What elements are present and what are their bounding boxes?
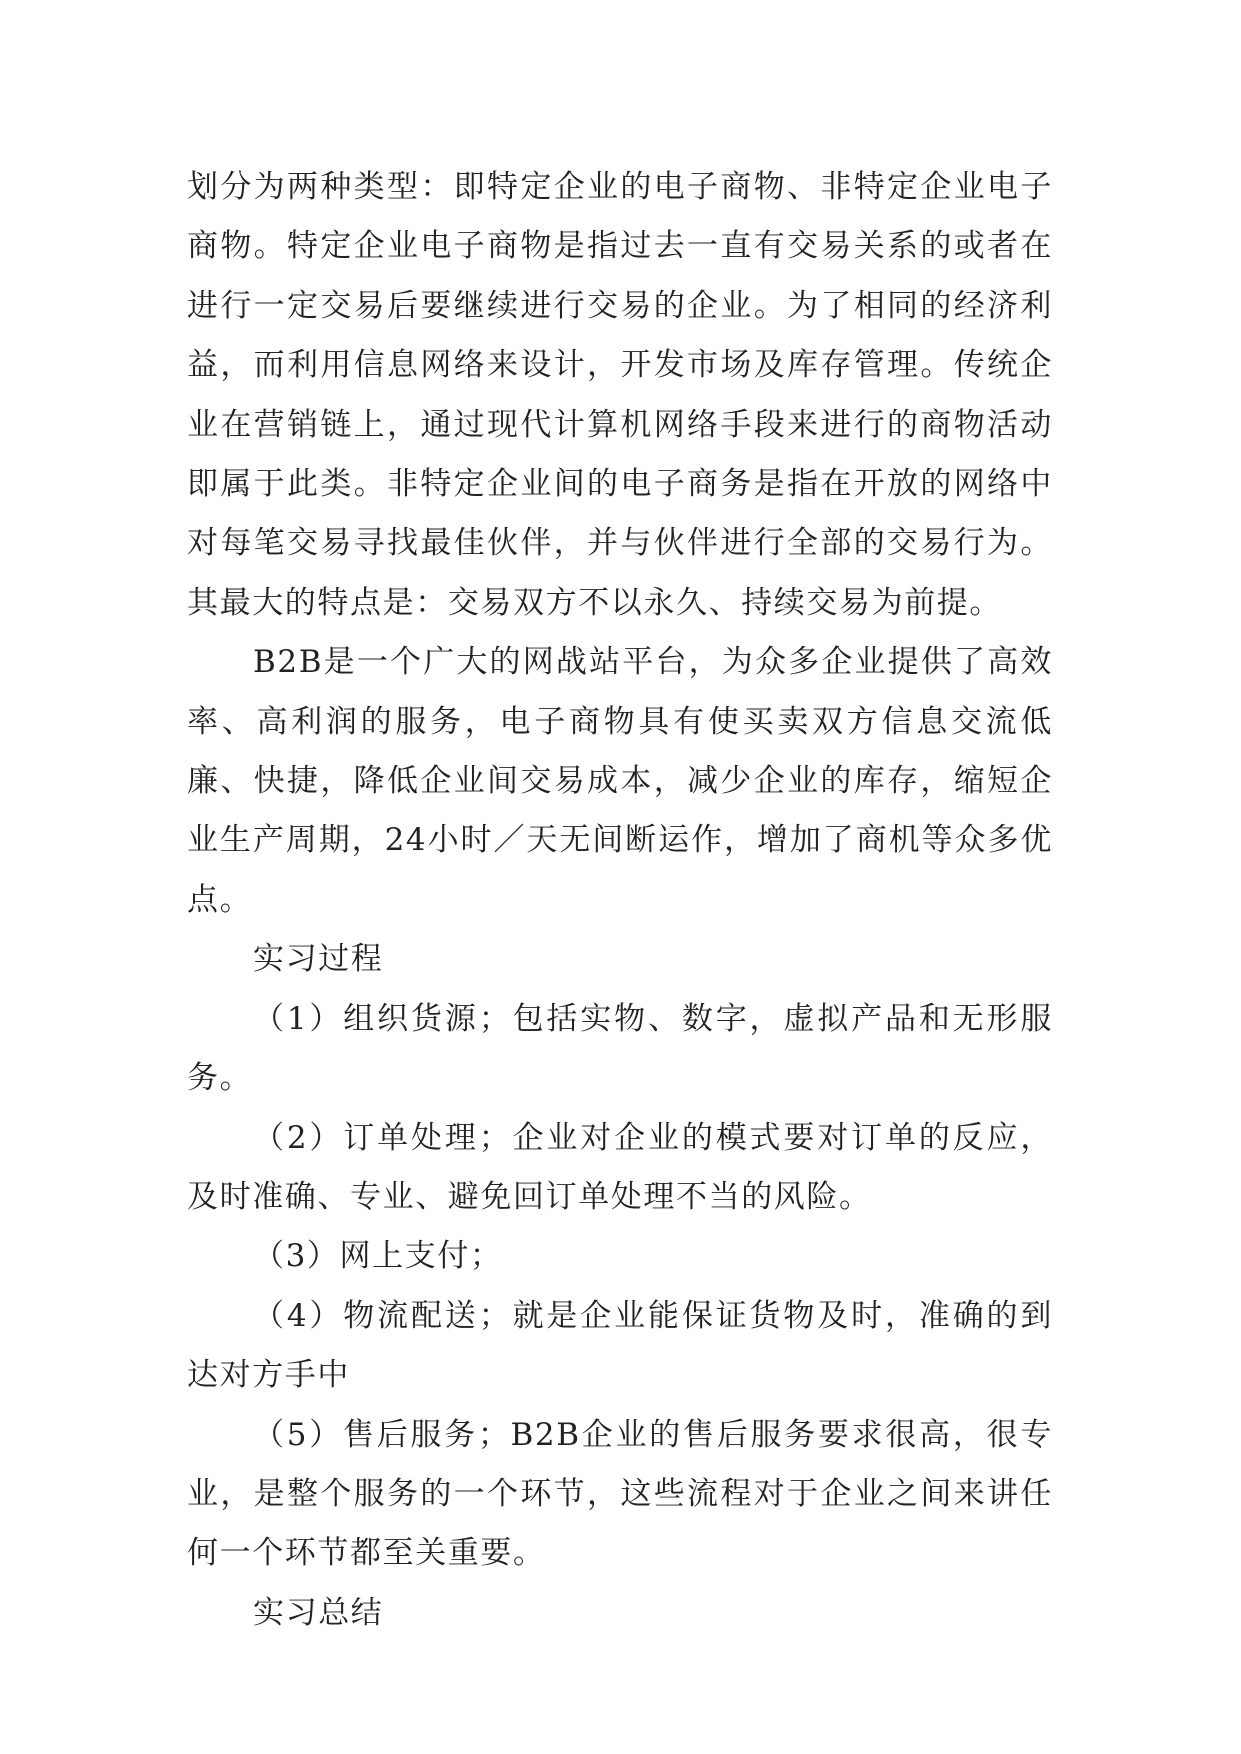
heading-internship-process: 实习过程 bbox=[253, 941, 384, 978]
list-item-after-sales: （5）售后服务；B2B企业的售后服务要求很高，很专业，是整个服务的一个环节，这些流程对于企业之间来讲任何一个环节都至关重要。 bbox=[187, 1416, 1053, 1572]
list-item-logistics: （4）物流配送；就是企业能保证货物及时，准确的到达对方手中 bbox=[187, 1297, 1053, 1394]
list-item-order-processing: （2）订单处理；企业对企业的模式要对订单的反应，及时准确、专业、避免回订单处理不当的风险。 bbox=[187, 1119, 1053, 1215]
document-body bbox=[187, 158, 1053, 1643]
paragraph-b2b-platform: B2B是一个广大的网战站平台，为众多企业提供了高效率、高利润的服务，电子商物具有使买卖双方信息交流低廉、快捷，降低企业间交易成本，减少企业的库存，缩短企业生产周期，24小时／天无间断运作，增加了商机等众多优点。 bbox=[187, 644, 1053, 918]
paragraph-b2b-types: 划分为两种类型：即特定企业的电子商物、非特定企业电子商物。特定企业电子商物是指过去一直有交易关系的或者在进行一定交易后要继续进行交易的企业。为了相同的经济利益，而利用信息网络来设计，开发市场及库存管理。传统企业在营销链上，通过现代计算机网络手段来进行的商物活动即属于此类。非特定企业间的电子商务是指在开放的网络中对每笔交易寻找最佳伙伴，并与伙伴进行全部的交易行为。其最大的特点是：交易双方不以永久、持续交易为前提。 bbox=[187, 169, 1053, 621]
list-item-online-payment: （3）网上支付； bbox=[253, 1238, 503, 1275]
heading-internship-summary: 实习总结 bbox=[253, 1594, 384, 1631]
list-item-sourcing: （1）组织货源；包括实物、数字，虚拟产品和无形服务。 bbox=[187, 1000, 1053, 1097]
